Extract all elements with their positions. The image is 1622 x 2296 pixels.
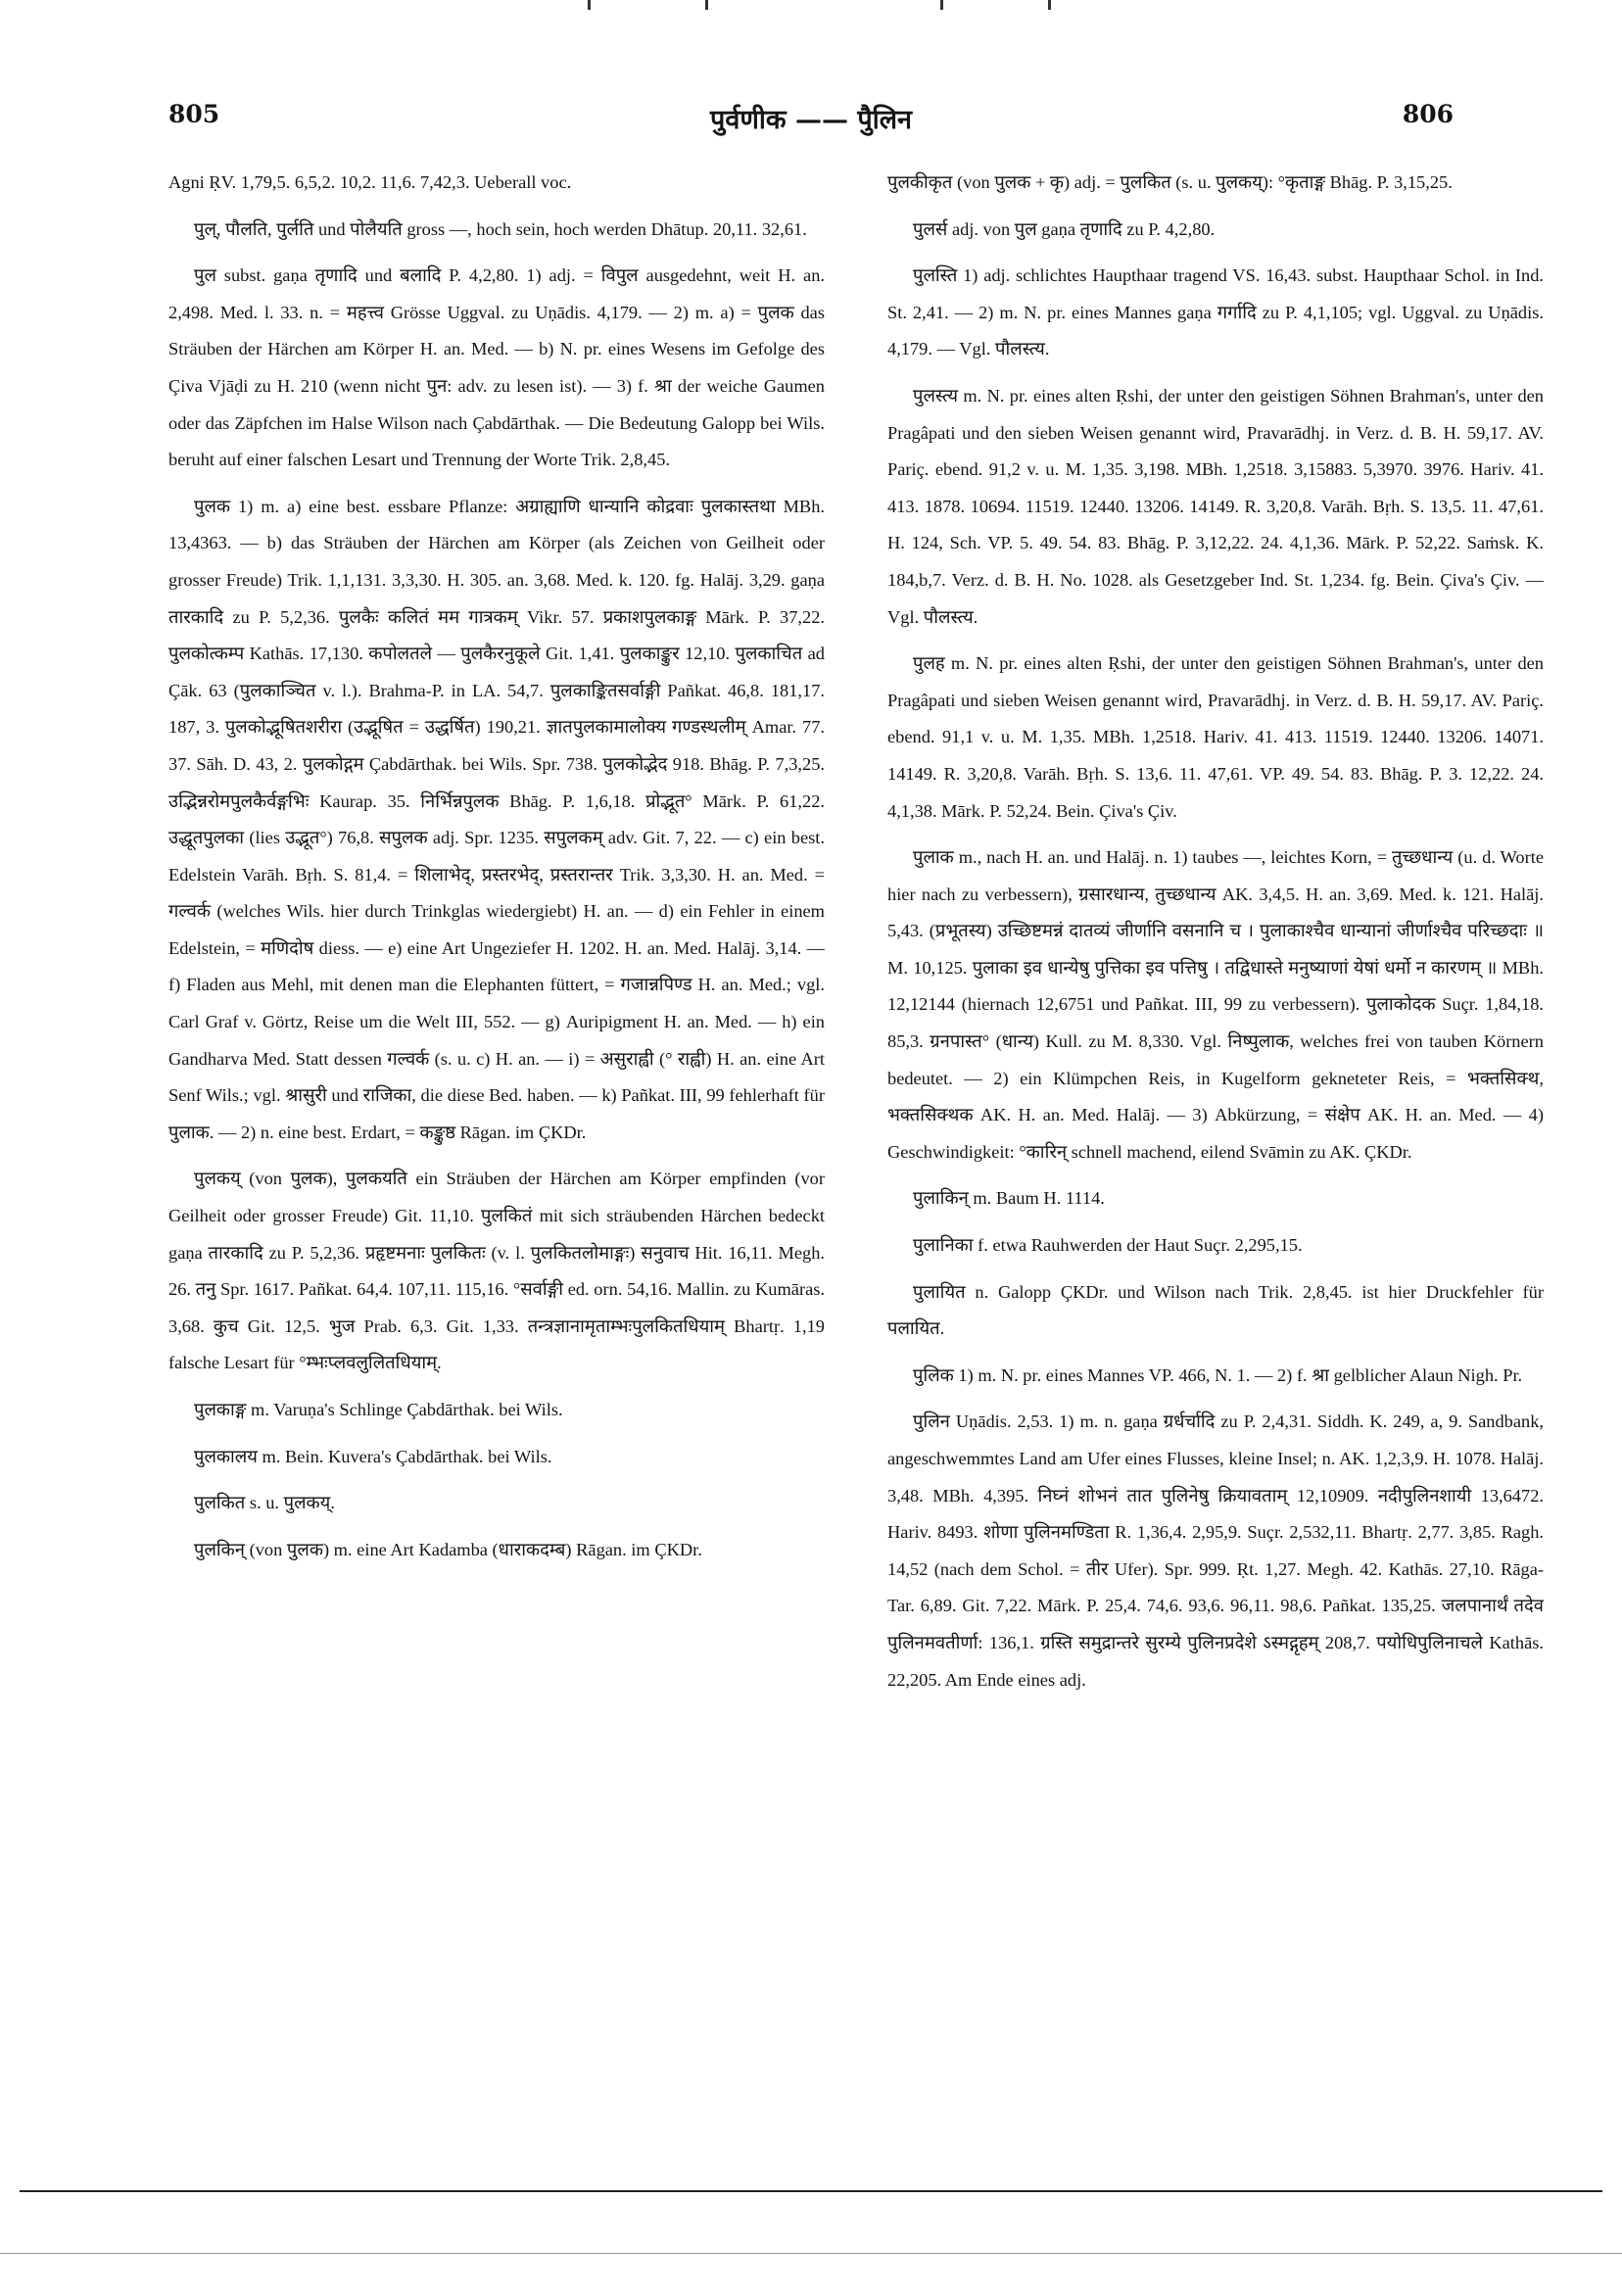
bottom-rule — [20, 2190, 1602, 2192]
scan-speck — [588, 0, 591, 10]
scan-speck — [1048, 0, 1051, 10]
dictionary-entry: पुलह m. N. pr. eines alten Ṛshi, der unter den geistigen Söhnen Brahman's, unter den Pragâpati und sieben Weisen genannt wird, Pravarādhj. in Verz. d. B. H. 59,17. AV. Pariç. ebend. 91,1 v. u. M. 1,35. MBh. 1,2518. Hariv. 41. 413. 11519. 12440. 13206. 14071. 14149. R. 3,20,8. Varāh. Bṛh. S. 13,6. 11. 47,61. VP. 49. 54. 83. Bhāg. P. 3. 12,22. 24. 4,1,38. Mārk. P. 52,24. Bein. Çiva's Çiv. — [887, 653, 1544, 821]
dictionary-entry: पुलस्त्य m. N. pr. eines alten Ṛshi, der unter den geistigen Söhnen Brahman's, unter den Pragâpati und den sieben Weisen genannt wird, Pravarādhj. in Verz. d. B. H. 59,17. AV. Pariç. ebend. 91,2 v. u. M. 1,35. 3,198. MBh. 1,2518. 3,15883. 5,3970. 3976. Hariv. 41. 413. 1878. 10694. 11519. 12440. 13206. 14149. R. 3,20,8. Varāh. Bṛh. S. 13,5. 11. 47,61. H. 124, Sch. VP. 5. 49. 54. 83. Bhāg. P. 3,12,22. 24. 4,1,36. Mārk. P. 52,22. Saṁsk. K. 184,b,7. Verz. d. B. H. No. 1028. als Gesetzgeber Ind. St. 1,234. fg. Bein. Çiva's Çiv. — Vgl. पौलस्त्य. — [887, 385, 1544, 627]
left-page-number: 805 — [168, 100, 220, 128]
left-column — [168, 165, 825, 2026]
dictionary-entry: पुल subst. gaṇa तृणादि und बलादि P. 4,2,80. 1) adj. = विपुल ausgedehnt, weit H. an. 2,498. Med. l. 33. n. = महत्त्व Grösse Uggval. zu Uṇādis. 4,179. — 2) m. a) = पुलक das Sträuben der Härchen am Körper H. an. Med. — b) N. pr. eines Wesens im Gefolge des Çiva Vjāḍi zu H. 210 (wenn nicht पुन: adv. zu lesen ist). — 3) f. श्रा der weiche Gaumen oder das Zäpfchen im Halse Wilson nach Çabdārthak. — Die Bedeutung Galopp bei Wils. beruht auf einer falschen Lesart und Trennung der Worte Trik. 2,8,45. — [168, 265, 825, 470]
dictionary-entry: पुलकालय m. Bein. Kuvera's Çabdārthak. bei Wils. — [194, 1446, 552, 1466]
dictionary-entry: पुलकाङ्ग m. Varuṇa's Schlinge Çabdārthak. bei Wils. — [194, 1400, 563, 1419]
dictionary-entry: पुलकीकृत (von पुलक + कृ) adj. = पुलकित (s. u. पुलकय्): °कृताङ्ग Bhāg. P. 3,15,25. — [887, 172, 1453, 192]
right-page-number: 806 — [1402, 100, 1454, 128]
dictionary-entry: Agni ṚV. 1,79,5. 6,5,2. 10,2. 11,6. 7,42,3. Ueberall voc. — [168, 172, 572, 192]
dictionary-entry: पुलकिन् (von पुलक) m. eine Art Kadamba (धाराकदम्ब) Rāgan. im ÇKDr. — [194, 1539, 702, 1559]
dictionary-entry: पुलकय् (von पुलक), पुलकयति ein Sträuben der Härchen am Körper empfinden (vor Geilheit oder grosser Freude) Git. 11,10. पुलकितं mit sich sträubenden Härchen bedeckt gaṇa तारकादि zu P. 5,2,36. प्रहृष्टमनाः पुलकितः (v. l. पुलकितलोमाङ्गः) सनुवाच Hit. 16,11. Megh. 26. तनु Spr. 1617. Pañkat. 64,4. 107,11. 115,16. °सर्वाङ्गी ed. orn. 54,16. Mallin. zu Kumāras. 3,68. कुच Git. 12,5. भुज Prab. 6,3. Git. 1,33. तन्त्रज्ञानामृताम्भःपुलकितधियाम् Bhartṛ. 1,19 falsche Lesart für °म्भःप्लवलुलितधियाम्. — [168, 1169, 825, 1373]
dictionary-entry: पुलक 1) m. a) eine best. essbare Pflanze: अग्राह्याणि धान्यानि कोद्रवाः पुलकास्तथा MBh. 13,4363. — b) das Sträuben der Härchen am Körper (als Zeichen von Geilheit oder grosser Freude) Trik. 1,1,131. 3,3,30. H. 305. an. 3,68. Med. k. 120. fg. Halāj. 3,29. gaṇa तारकादि zu P. 5,2,36. पुलकैः कलितं मम गात्रकम् Vikr. 57. प्रकाशपुलकाङ्ग Mārk. P. 37,22. पुलकोत्कम्प Kathās. 17,130. कपोलतले — पुलकैरनुकूले Git. 1,41. पुलकाङ्कुर 12,10. पुलकाचित ad Çāk. 63 (पुलकाञ्चित v. l.). Brahma-P. in LA. 54,7. पुलकाङ्कितसर्वाङ्गी Pañkat. 46,8. 181,17. 187, 3. पुलकोद्भूषितशरीरा (उद्भूषित = उद्धर्षित) 190,21. ज्ञातपुलकामालोक्य गण्डस्थलीम् Amar. 77. 37. Sāh. D. 43, 2. पुलकोद्गम Çabdārthak. bei Wils. Spr. 738. पुलकोद्भेद 918. Bhāg. P. 7,3,25. उद्भिन्नरोमपुलकैर्वङ्गभिः Kaurap. 35. निर्भिन्नपुलक Bhāg. P. 1,6,18. प्रोद्भूत° Mārk. P. 61,22. उद्धूतपुलका (lies उद्भूत°) 76,8. सपुलक adj. Spr. 1235. सपुलकम् adv. Git. 7, 22. — c) ein best. Edelstein Varāh. Bṛh. S. 81,4. = शिलाभेद्, प्रस्तरभेद्, प्रस्तरान्तर Trik. 3,3,30. H. an. Med. = गल्वर्क (welches Wils. hier durch Trinkglas wiedergiebt) H. an. — d) ein Fehler in einem Edelstein, = मणिदोष diess. — e) eine Art Ungeziefer H. 1202. H. an. Med. Halāj. 3,14. — f) Fladen aus Mehl, mit denen man die Elephanten füttert, = गजान्नपिण्ड H. an. Med.; vgl. Carl Graf v. Görtz, Reise um die Welt III, 552. — g) Auripigment H. an. Med. — h) ein Gandharva Med. Statt dessen गल्वर्क (s. u. c) H. an. — i) = असुराह्वी (° राह्वी) H. an. eine Art Senf Wils.; vgl. श्रासुरी und राजिका, die diese Bed. haben. — k) Pañkat. III, 99 fehlerhaft für पुलाक. — 2) n. eine best. Erdart, = कङ्कुष्ठ Rāgan. im ÇKDr. — [168, 496, 825, 1142]
scan-speck — [940, 0, 943, 10]
dictionary-entry: पुलायित n. Galopp ÇKDr. und Wilson nach Trik. 2,8,45. ist hier Druckfehler für पलायित. — [887, 1281, 1544, 1339]
dictionary-entry: पुलाकिन् m. Baum H. 1114. — [913, 1188, 1105, 1209]
dictionary-entry: पुलानिका f. etwa Rauhwerden der Haut Suçr. 2,295,15. — [913, 1235, 1303, 1256]
running-title: पुर्वणीक —— पैुलिन — [709, 105, 913, 135]
dictionary-entry: पुलिक 1) m. N. pr. eines Mannes VP. 466, N. 1. — 2) f. श्रा gelblicher Alaun Nigh. Pr. — [913, 1364, 1523, 1385]
dictionary-entry: पुल्, पौलति, पुर्लति und पोलैयति gross —, hoch sein, hoch werden Dhātup. 20,11. 32,61. — [194, 218, 807, 239]
scan-edge-line — [0, 2253, 1622, 2254]
right-column — [887, 165, 1544, 2026]
dictionary-entry: पुलिन Uṇādis. 2,53. 1) m. n. gaṇa ग्रर्धर्चादि zu P. 2,4,31. Siddh. K. 249, a, 9. Sandbank, angeschwemmtes Land am Ufer eines Flusses, kleine Insel; n. AK. 1,2,3,9. H. 1078. Halāj. 3,48. MBh. 4,395. निघ्नं शोभनं तात पुलिनेषु क्रियावताम् 12,10909. नदीपुलिनशायी 13,6472. Hariv. 8493. शोणा पुलिनमण्डिता R. 1,36,4. 2,95,9. Suçr. 2,532,11. Bhartṛ. 2,77. 3,85. Ragh. 14,52 (nach dem Schol. = तीर Ufer). Spr. 999. Ṛt. 1,27. Megh. 42. Kathās. 27,10. Rāga-Tar. 6,89. Git. 7,22. Mārk. P. 25,4. 74,6. 93,6. 96,11. 98,6. Pañkat. 135,25. जलपानार्थं तदेव पुलिनमवतीर्णा: 136,1. ग्रस्ति समुद्रान्तरे सुरम्ये पुलिनप्रदेशे ऽस्मद्गृहम् 208,7. पयोधिपुलिनाचले Kathās. 22,205. Am Ende eines adj. — [887, 1411, 1544, 1690]
dictionary-entry: पुलकित s. u. पुलकय्. — [194, 1493, 335, 1513]
scan-speck — [705, 0, 708, 10]
dictionary-entry: पुलर्स adj. von पुल gaṇa तृणादि zu P. 4,2,80. — [913, 218, 1216, 239]
dictionary-entry: पुलस्ति 1) adj. schlichtes Haupthaar tragend VS. 16,43. subst. Haupthaar Schol. in Ind. St. 2,41. — 2) m. N. pr. eines Mannes gaṇa गर्गादि zu P. 4,1,105; vgl. Uggval. zu Uṇādis. 4,179. — Vgl. पौलस्त्य. — [887, 265, 1544, 359]
dictionary-entry: पुलाक m., nach H. an. und Halāj. n. 1) taubes —, leichtes Korn, = तुच्छधान्य (u. d. Worte hier nach zu verbessern), ग्रसारधान्य, तुच्छधान्य AK. 3,4,5. H. an. 3,69. Med. k. 121. Halāj. 5,43. (प्रभूतस्य) उच्छिष्टमन्नं दातव्यं जीर्णानि वसनानि च । पुलाकाश्चैव धान्यानां जीर्णाश्चैव परिच्छदाः ॥ M. 10,125. पुलाका इव धान्येषु पुत्तिका इव पत्तिषु । तद्विधास्ते मनुष्याणां येषां धर्मो न कारणम् ॥ MBh. 12,12144 (hiernach 12,6751 und Pañkat. III, 99 zu verbessern). पुलाकोदक Suçr. 1,84,18. 85,3. ग्रनपास्त° (धान्य) Kull. zu M. 8,330. Vgl. निष्पुलाक, welches frei von tauben Körnern bedeutet. — 2) ein Klümpchen Reis, in Kugelform gekneteter Reis, = भक्तसिक्थ, भक्तसिक्थक AK. H. an. Med. Halāj. — 3) Abkürzung, = संक्षेप AK. H. an. Med. — 4) Geschwindigkeit: °कारिन् schnell machend, eilend Svāmin zu AK. ÇKDr. — [887, 847, 1544, 1162]
